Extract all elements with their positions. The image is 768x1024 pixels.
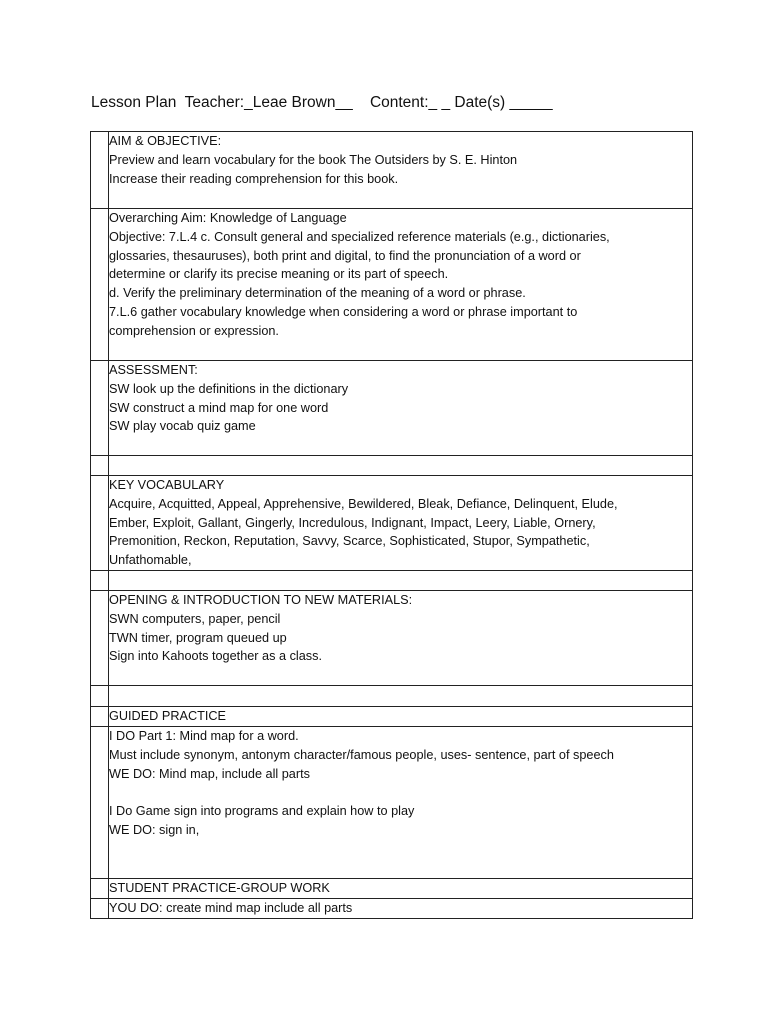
vocabulary-line: Acquire, Acquitted, Appeal, Apprehensive, Bewildered, Bleak, Defiance, Delinquent, Elude, [109, 496, 618, 511]
assessment-cell [109, 361, 693, 456]
row-spacer [91, 686, 693, 707]
assessment-line: SW look up the definitions in the dictionary [109, 381, 349, 396]
row-guided [91, 727, 693, 879]
overarching-cell [109, 209, 693, 361]
opening-line: TWN timer, program queued up [109, 630, 287, 645]
vocabulary-line: Premonition, Reckon, Reputation, Savvy, Scarce, Sophisticated, Stupor, Sympathetic, [109, 534, 590, 549]
guided-title: GUIDED PRACTICE [109, 709, 227, 723]
guided-line: I DO Part 1: Mind map for a word. [109, 729, 299, 743]
overarching-line: Overarching Aim: Knowledge of Language [109, 211, 347, 225]
overarching-line: 7.L.6 gather vocabulary knowledge when considering a word or phrase important to [109, 304, 578, 319]
vocabulary-title: KEY VOCABULARY [109, 478, 225, 492]
row-spacer [91, 456, 693, 476]
assessment-title: ASSESSMENT: [109, 363, 198, 377]
guided-line: WE DO: Mind map, include all parts [109, 766, 310, 781]
lesson-plan-heading [91, 94, 553, 112]
assessment-line: SW construct a mind map for one word [109, 400, 329, 415]
guided-cell [109, 727, 693, 879]
opening-line: Sign into Kahoots together as a class. [109, 649, 322, 664]
guided-line: I Do Game sign into programs and explain how to play [109, 804, 415, 819]
student-line: YOU DO: create mind map include all parts [109, 901, 353, 915]
aim-cell [109, 132, 693, 209]
opening-cell [109, 591, 693, 686]
aim-line: Preview and learn vocabulary for the book The Outsiders by S. E. Hinton [109, 152, 518, 167]
row-vocabulary [91, 476, 693, 571]
vocabulary-line: Ember, Exploit, Gallant, Gingerly, Incredulous, Indignant, Impact, Leery, Liable, Ornery, [109, 515, 596, 530]
opening-line: SWN computers, paper, pencil [109, 611, 281, 626]
assessment-line: SW play vocab quiz game [109, 419, 256, 434]
guided-line: Must include synonym, antonym character/famous people, uses- sentence, part of speech [109, 747, 614, 762]
row-overarching [91, 209, 693, 361]
row-assessment [91, 361, 693, 456]
guided-line: WE DO: sign in, [109, 822, 200, 837]
vocabulary-line: Unfathomable, [109, 553, 192, 568]
row-aim [91, 132, 693, 209]
aim-title: AIM & OBJECTIVE: [109, 134, 222, 148]
row-guided-title [91, 707, 693, 727]
overarching-line: comprehension or expression. [109, 323, 279, 338]
opening-title: OPENING & INTRODUCTION TO NEW MATERIALS: [109, 593, 413, 607]
row-student-title [91, 879, 693, 899]
lesson-plan-table [90, 131, 693, 919]
aim-line: Increase their reading comprehension for this book. [109, 171, 399, 186]
overarching-line: Objective: 7.L.4 c. Consult general and specialized reference materials (e.g., dictionaries, [109, 229, 610, 244]
row-student [91, 899, 693, 919]
row-spacer [91, 571, 693, 591]
dates-field: Date(s) _____ [454, 94, 553, 111]
student-title: STUDENT PRACTICE-GROUP WORK [109, 881, 330, 895]
teacher-field: Teacher:_Leae Brown__ [184, 94, 353, 111]
guided-blank-line [109, 783, 692, 802]
overarching-line: determine or clarify its precise meaning or its part of speech. [109, 267, 449, 282]
row-opening [91, 591, 693, 686]
lesson-plan-label: Lesson Plan [91, 94, 177, 111]
vocabulary-cell [109, 476, 693, 571]
content-field: Content:_ _ [369, 94, 451, 111]
overarching-line: d. Verify the preliminary determination of the meaning of a word or phrase. [109, 286, 526, 301]
overarching-line: glossaries, thesauruses), both print and digital, to find the pronunciation of a word or [109, 248, 581, 263]
